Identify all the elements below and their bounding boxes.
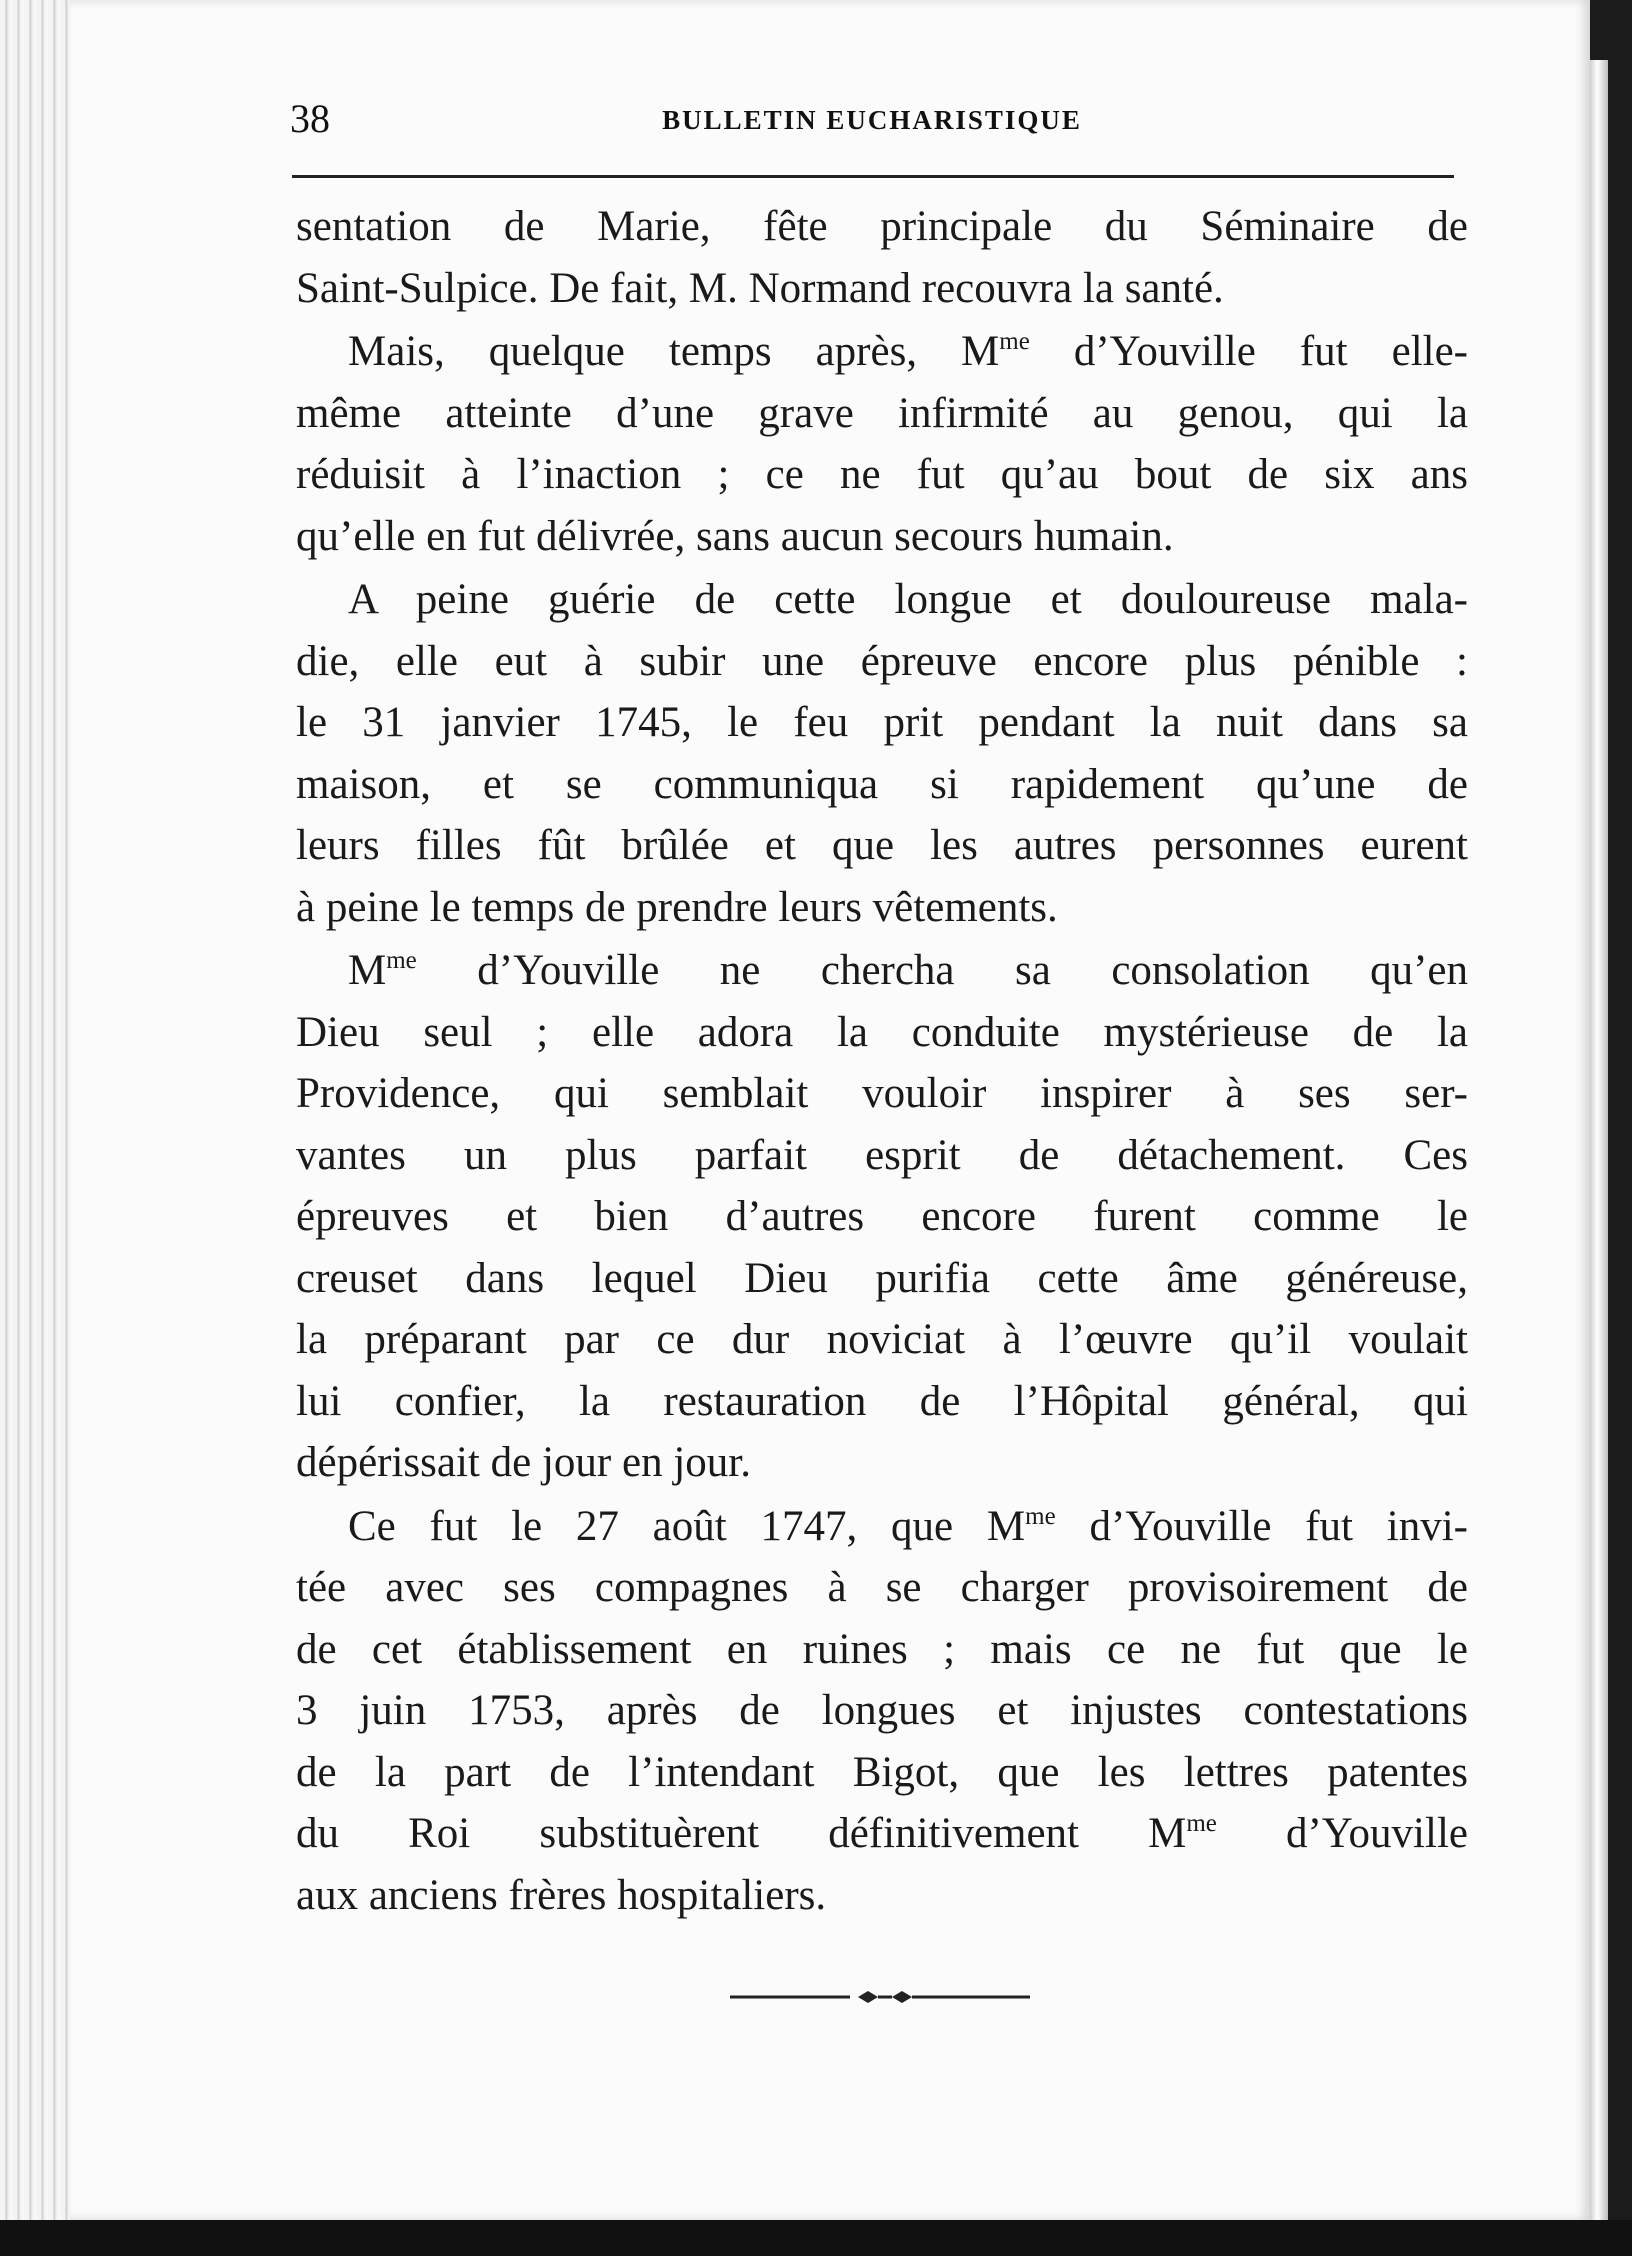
line-text: 3 juin 1753, après de longues et injustes contestations <box>296 1687 1468 1734</box>
line-text: à peine le temps de prendre leurs vêtements. <box>296 883 1058 931</box>
text-line <box>296 444 1468 506</box>
text-line <box>296 1002 1468 1064</box>
text-line <box>296 940 1468 1002</box>
text-line <box>296 1248 1468 1310</box>
body-text <box>296 196 1468 1926</box>
text-line <box>296 383 1468 445</box>
text-line <box>296 1186 1468 1248</box>
text-line <box>296 321 1468 383</box>
text-line <box>296 877 1468 939</box>
line-text: M <box>348 947 387 994</box>
line-text: du Roi substituèrent définitivement M <box>296 1810 1187 1857</box>
line-text: dépérissait de jour en jour. <box>296 1439 751 1486</box>
text-line <box>296 1432 1468 1494</box>
text-line <box>296 506 1468 568</box>
line-text: d’Youville ne chercha sa consolation qu’en <box>416 947 1468 994</box>
text-line <box>296 631 1468 693</box>
superscript-text: me <box>999 328 1030 355</box>
text-line <box>296 1742 1468 1804</box>
line-text: lui confier, la restauration de l’Hôpital général, qui <box>296 1377 1468 1425</box>
journal-title: BULLETIN EUCHARISTIQUE <box>662 105 1082 135</box>
line-text: Saint-Sulpice. De fait, M. Normand recouvra la santé. <box>296 264 1224 312</box>
header-rule <box>292 175 1454 178</box>
line-text: creuset dans lequel Dieu purifia cette âme généreuse, <box>296 1254 1468 1302</box>
page-number: 38 <box>290 96 330 141</box>
text-line <box>296 754 1468 816</box>
line-text: maison, et se communiqua si rapidement qu’une de <box>296 760 1468 808</box>
book-right-edge <box>1590 60 1608 2220</box>
end-ornament <box>730 1987 1040 2007</box>
text-line <box>296 815 1468 877</box>
text-line <box>296 258 1468 320</box>
line-text: qu’elle en fut délivrée, sans aucun secours humain. <box>296 512 1174 560</box>
line-text: die, elle eut à subir une épreuve encore plus pénible : <box>296 637 1468 685</box>
text-line <box>296 692 1468 754</box>
text-line <box>296 1309 1468 1371</box>
line-text: Dieu seul ; elle adora la conduite mystérieuse de la <box>296 1008 1468 1056</box>
line-text: de la part de l’intendant Bigot, que les lettres patentes <box>296 1748 1468 1796</box>
line-text: sentation de Marie, fête principale du Séminaire de <box>296 203 1468 250</box>
line-text: d’Youville fut elle- <box>1029 328 1468 375</box>
line-text: leurs filles fût brûlée et que les autres personnes eurent <box>296 822 1468 869</box>
text-line <box>296 569 1468 631</box>
line-text: A peine guérie de cette longue et douloureuse mala- <box>348 576 1468 623</box>
superscript-text: me <box>1186 1810 1217 1837</box>
line-text: vantes un plus parfait esprit de détachement. Ces <box>296 1131 1468 1179</box>
line-text: d’Youville <box>1216 1810 1468 1857</box>
text-line <box>296 1496 1468 1558</box>
ornament-right-diamond <box>892 1991 912 2003</box>
line-text: de cet établissement en ruines ; mais ce ne fut que le <box>296 1625 1468 1673</box>
ornament-left-diamond <box>858 1991 878 2003</box>
line-text: aux anciens frères hospitaliers. <box>296 1871 827 1919</box>
text-line <box>296 1803 1468 1865</box>
text-line <box>296 1680 1468 1742</box>
line-text: d’Youville fut invi- <box>1055 1502 1468 1550</box>
line-text: Ce fut le 27 août 1747, que M <box>348 1502 1026 1550</box>
superscript-text: me <box>386 947 417 974</box>
text-line <box>296 1619 1468 1681</box>
line-text: Mais, quelque temps après, M <box>348 328 1000 375</box>
text-line <box>296 196 1468 258</box>
line-text: tée avec ses compagnes à se charger provisoirement de <box>296 1564 1468 1611</box>
text-line <box>296 1063 1468 1125</box>
line-text: Providence, qui semblait vouloir inspirer à ses ser- <box>296 1070 1468 1117</box>
text-line <box>296 1371 1468 1433</box>
line-text: épreuves et bien d’autres encore furent comme le <box>296 1193 1468 1240</box>
text-line <box>296 1125 1468 1187</box>
line-text: réduisit à l’inaction ; ce ne fut qu’au bout de six ans <box>296 451 1468 498</box>
line-text: même atteinte d’une grave infirmité au genou, qui la <box>296 389 1468 437</box>
line-text: la préparant par ce dur noviciat à l’œuvre qu’il voulait <box>296 1316 1468 1363</box>
running-header <box>290 95 1454 155</box>
text-line <box>296 1557 1468 1619</box>
scan-bottom-border <box>0 2220 1632 2256</box>
text-line <box>296 1865 1468 1927</box>
superscript-text: me <box>1025 1502 1056 1530</box>
line-text: le 31 janvier 1745, le feu prit pendant la nuit dans sa <box>296 699 1468 746</box>
